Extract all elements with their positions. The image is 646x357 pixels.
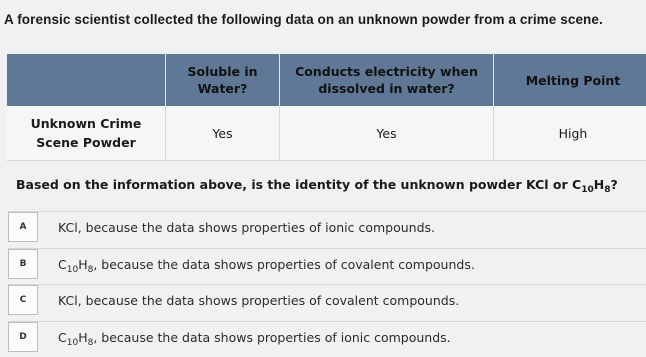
- intro-text: A forensic scientist collected the following data on an unknown powder from a crime scene.: [4, 12, 603, 27]
- formula-subscript-h: 8: [87, 264, 94, 275]
- formula-element-h: H: [593, 177, 605, 192]
- choice-body-b: , because the data shows properties of covalent compounds.: [93, 256, 475, 272]
- formula-subscript-c: 10: [66, 337, 79, 348]
- question-formula: [572, 177, 611, 195]
- formula-element-c: C: [58, 256, 67, 272]
- answer-choice-d[interactable]: [8, 321, 646, 352]
- table-header-row: [7, 54, 646, 106]
- formula-element-c: C: [58, 329, 67, 345]
- formula-element-h: H: [78, 256, 88, 272]
- question-mark: ?: [610, 177, 618, 192]
- cell-conducts: Yes: [280, 106, 494, 161]
- choice-letter-b[interactable]: B: [8, 249, 38, 279]
- question-body: Based on the information above, is the identity of the unknown powder KCl or: [16, 177, 568, 192]
- formula-subscript-c: 10: [581, 185, 594, 195]
- choice-text-b[interactable]: [58, 256, 475, 275]
- choice-text-c[interactable]: KCl, because the data shows properties of covalent compounds.: [58, 292, 460, 308]
- formula-subscript-h: 8: [604, 185, 611, 195]
- choice-body-d: , because the data shows properties of ionic compounds.: [93, 329, 451, 345]
- header-melting-point: Melting Point: [494, 54, 646, 106]
- question-text: [16, 177, 618, 195]
- formula-element-h: H: [78, 329, 88, 345]
- row-label: Unknown Crime Scene Powder: [7, 106, 166, 161]
- header-soluble: Soluble in Water?: [166, 54, 280, 106]
- formula-subscript-h: 8: [87, 337, 94, 348]
- choice-letter-a[interactable]: A: [8, 212, 38, 242]
- choice-text-a[interactable]: KCl, because the data shows properties of ionic compounds.: [58, 219, 436, 235]
- answer-choice-c[interactable]: [8, 284, 646, 315]
- formula-element-c: C: [572, 177, 582, 192]
- data-table: [7, 54, 646, 161]
- answer-choice-a[interactable]: [8, 211, 646, 242]
- answer-choice-b[interactable]: [8, 248, 646, 279]
- choice-text-d[interactable]: [58, 329, 451, 348]
- cell-melting-point: High: [494, 106, 646, 161]
- cell-soluble: Yes: [166, 106, 280, 161]
- header-conducts: Conducts electricity when dissolved in water?: [280, 54, 494, 106]
- formula-subscript-c: 10: [66, 264, 79, 275]
- choice-letter-d[interactable]: D: [8, 322, 38, 352]
- table-row: [7, 106, 646, 161]
- header-empty: [7, 54, 166, 106]
- choice-letter-c[interactable]: C: [8, 285, 38, 315]
